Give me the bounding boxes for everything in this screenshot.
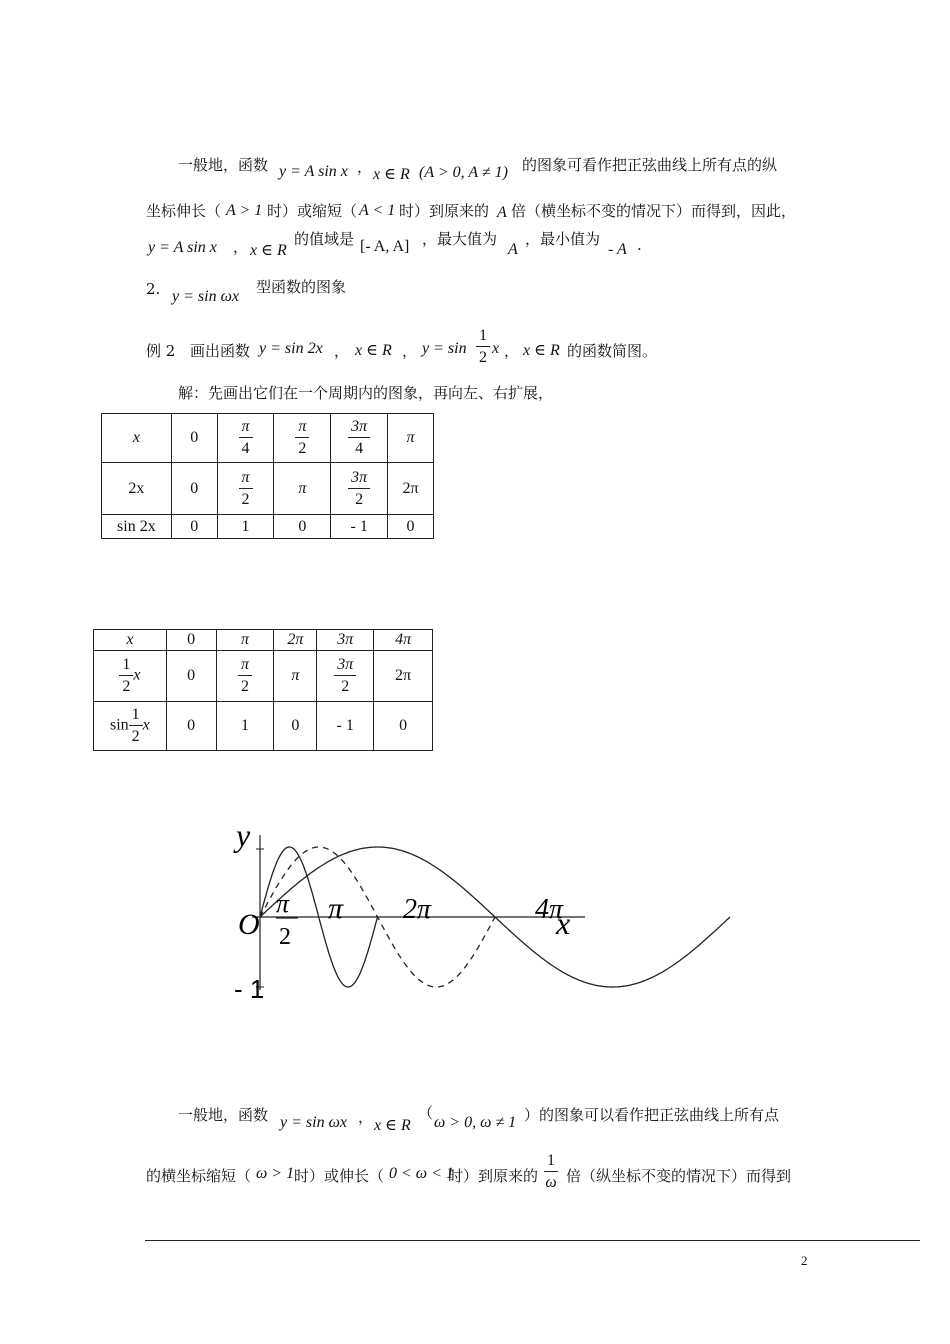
comma-2: ， xyxy=(233,238,249,256)
example-text-e: 的函数简图。 xyxy=(567,342,658,360)
page-number: 2 xyxy=(801,1253,808,1268)
cell: 0 xyxy=(274,702,317,751)
cell: 0 xyxy=(166,630,216,651)
cell-3pi-over-2: $\frac{3\pi}{2}$ xyxy=(317,651,374,702)
cell: 1 xyxy=(217,515,274,539)
cond-a-gt-1: A > 1 xyxy=(226,202,263,219)
row-label-sin2x: sin 2x xyxy=(102,515,172,539)
fraction-den: ω xyxy=(545,1174,557,1191)
para1-line3-a: 的值域是 xyxy=(294,230,355,248)
cell: 2π xyxy=(274,630,317,651)
cell-pi-over-2: $\frac{\pi}{2}$ xyxy=(216,651,274,702)
comma: ， xyxy=(357,158,373,176)
cell: 0 xyxy=(166,651,216,702)
cell-pi-over-2: $\frac{\pi}{2}$ xyxy=(274,414,331,463)
cond-omega-gt-1: ω > 1 xyxy=(256,1165,295,1182)
para2-line2-c: 时）到原来的 xyxy=(448,1167,539,1185)
cell: 1 xyxy=(216,702,274,751)
cell-pi: π xyxy=(274,463,331,515)
cell-3pi-over-2: $\frac{3\pi}{2}$ xyxy=(331,463,388,515)
cell: - 1 xyxy=(317,702,374,751)
condition-omega: ω > 0, ω ≠ 1 xyxy=(434,1114,517,1131)
section-formula: y = sin ωx xyxy=(172,288,239,305)
fraction-den: 2 xyxy=(479,349,487,366)
range: [- A, A] xyxy=(360,238,410,255)
condition-a: (A > 0, A ≠ 1) xyxy=(419,164,508,181)
cell: - 1 xyxy=(331,515,388,539)
cond-a-lt-1: A < 1 xyxy=(359,202,396,219)
para1-line3-c: ，最小值为 xyxy=(525,230,601,248)
comma-3: ， xyxy=(358,1108,374,1126)
example-text-c: ， xyxy=(402,342,418,360)
formula-y-asinx-2: y = A sin x xyxy=(148,239,217,256)
tick-label-neg-one: - 1 xyxy=(234,974,265,1004)
domain-x-in-r-2: x ∈ R xyxy=(250,242,287,259)
example-f-b-pre: y = sin xyxy=(422,340,467,357)
para2-line2-d: 倍（纵坐标不变的情况下）而得到 xyxy=(566,1167,792,1185)
example-text-d: ， xyxy=(504,342,520,360)
cell: 0 xyxy=(171,515,217,539)
para1-line2-a: 坐标伸长（ xyxy=(146,202,222,220)
cell-2pi: 2π xyxy=(374,651,433,702)
example-text-a: 画出函数 xyxy=(190,342,251,360)
para1-line1-text: 一般地，函数 xyxy=(178,156,269,174)
cell-pi: π xyxy=(388,414,434,463)
fraction-num: 1 xyxy=(544,1153,558,1172)
section-title: 型函数的图象 xyxy=(256,278,347,296)
solution-text: 解：先画出它们在一个周期内的图象，再向左、右扩展， xyxy=(178,384,554,402)
cell: 0 xyxy=(274,515,331,539)
example-text-b: ， xyxy=(334,342,350,360)
para1-line2-b: 时）或缩短（ xyxy=(267,202,358,220)
min-value: - A xyxy=(608,241,627,258)
cell: 0 xyxy=(388,515,434,539)
para2-line2-b: 时）或伸长（ xyxy=(294,1167,385,1185)
tick-label-4pi: 4π xyxy=(535,894,564,925)
y-axis-label: y xyxy=(236,817,251,853)
cell-pi-over-4: $\frac{\pi}{4}$ xyxy=(217,414,274,463)
period: . xyxy=(637,236,642,254)
example-dom-b: x ∈ R xyxy=(523,342,560,359)
row-label-x: x xyxy=(102,414,172,463)
cell: 0 xyxy=(171,463,217,515)
para2-line1-rest: ）的图象可以看作把正弦曲线上所有点 xyxy=(524,1106,780,1124)
cell-pi-over-2: $\frac{\pi}{2}$ xyxy=(217,463,274,515)
cond-omega-range: 0 < ω < 1 xyxy=(389,1165,454,1182)
cell: 4π xyxy=(374,630,433,651)
x-axis-label: x xyxy=(556,905,571,941)
cell: 0 xyxy=(166,702,216,751)
tick-label-pi: π xyxy=(328,892,344,925)
cell: 0 xyxy=(171,414,217,463)
domain-x-in-r: x ∈ R xyxy=(373,166,410,183)
paren-left: （ xyxy=(418,1104,434,1122)
para1-line3-b: ，最大值为 xyxy=(422,230,498,248)
formula-y-sin-wx: y = sin ωx xyxy=(280,1114,347,1131)
cell-3pi-over-4: $\frac{3\pi}{4}$ xyxy=(331,414,388,463)
row-label-sin-half-x: sin $\frac{1}{2}$ x xyxy=(94,702,167,751)
max-value: A xyxy=(508,241,518,258)
example-label: 例 2 xyxy=(146,342,176,360)
cell: 0 xyxy=(374,702,433,751)
row-label-2x: 2x xyxy=(102,463,172,515)
cell: π xyxy=(216,630,274,651)
fraction-one-over-omega xyxy=(544,1153,558,1191)
para1-line2-d: 倍（横坐标不变的情况下）而得到，因此， xyxy=(511,202,797,220)
tick-label-2pi: 2π xyxy=(403,894,432,925)
fraction-num: 1 xyxy=(476,328,490,347)
tick-label-pi-half-num: π xyxy=(276,889,290,918)
example-f-a: y = sin 2x xyxy=(259,340,323,357)
row-label-x: x xyxy=(94,630,167,651)
origin-label: O xyxy=(238,908,260,941)
para2-line2-a: 的横坐标缩短（ xyxy=(146,1167,252,1185)
tick-label-pi-half-den: 2 xyxy=(279,924,291,950)
cell-pi: π xyxy=(274,651,317,702)
row-label-half-x: $\frac{1}{2}$ x xyxy=(94,651,167,702)
formula-y-asinx: y = A sin x xyxy=(279,163,348,180)
section-number: 2. xyxy=(146,280,161,298)
example-f-b-post: x xyxy=(492,340,500,357)
example-dom-a: x ∈ R xyxy=(355,342,392,359)
para1-line1-rest: 的图象可看作把正弦曲线上所有点的纵 xyxy=(522,156,778,174)
footer-divider xyxy=(145,1240,920,1241)
var-a: A xyxy=(497,204,507,221)
para1-line2-c: 时）到原来的 xyxy=(399,202,490,220)
domain-x-in-r-3: x ∈ R xyxy=(374,1117,411,1134)
cell: 3π xyxy=(317,630,374,651)
para2-line1-text: 一般地，函数 xyxy=(178,1106,269,1124)
cell-2pi: 2π xyxy=(388,463,434,515)
